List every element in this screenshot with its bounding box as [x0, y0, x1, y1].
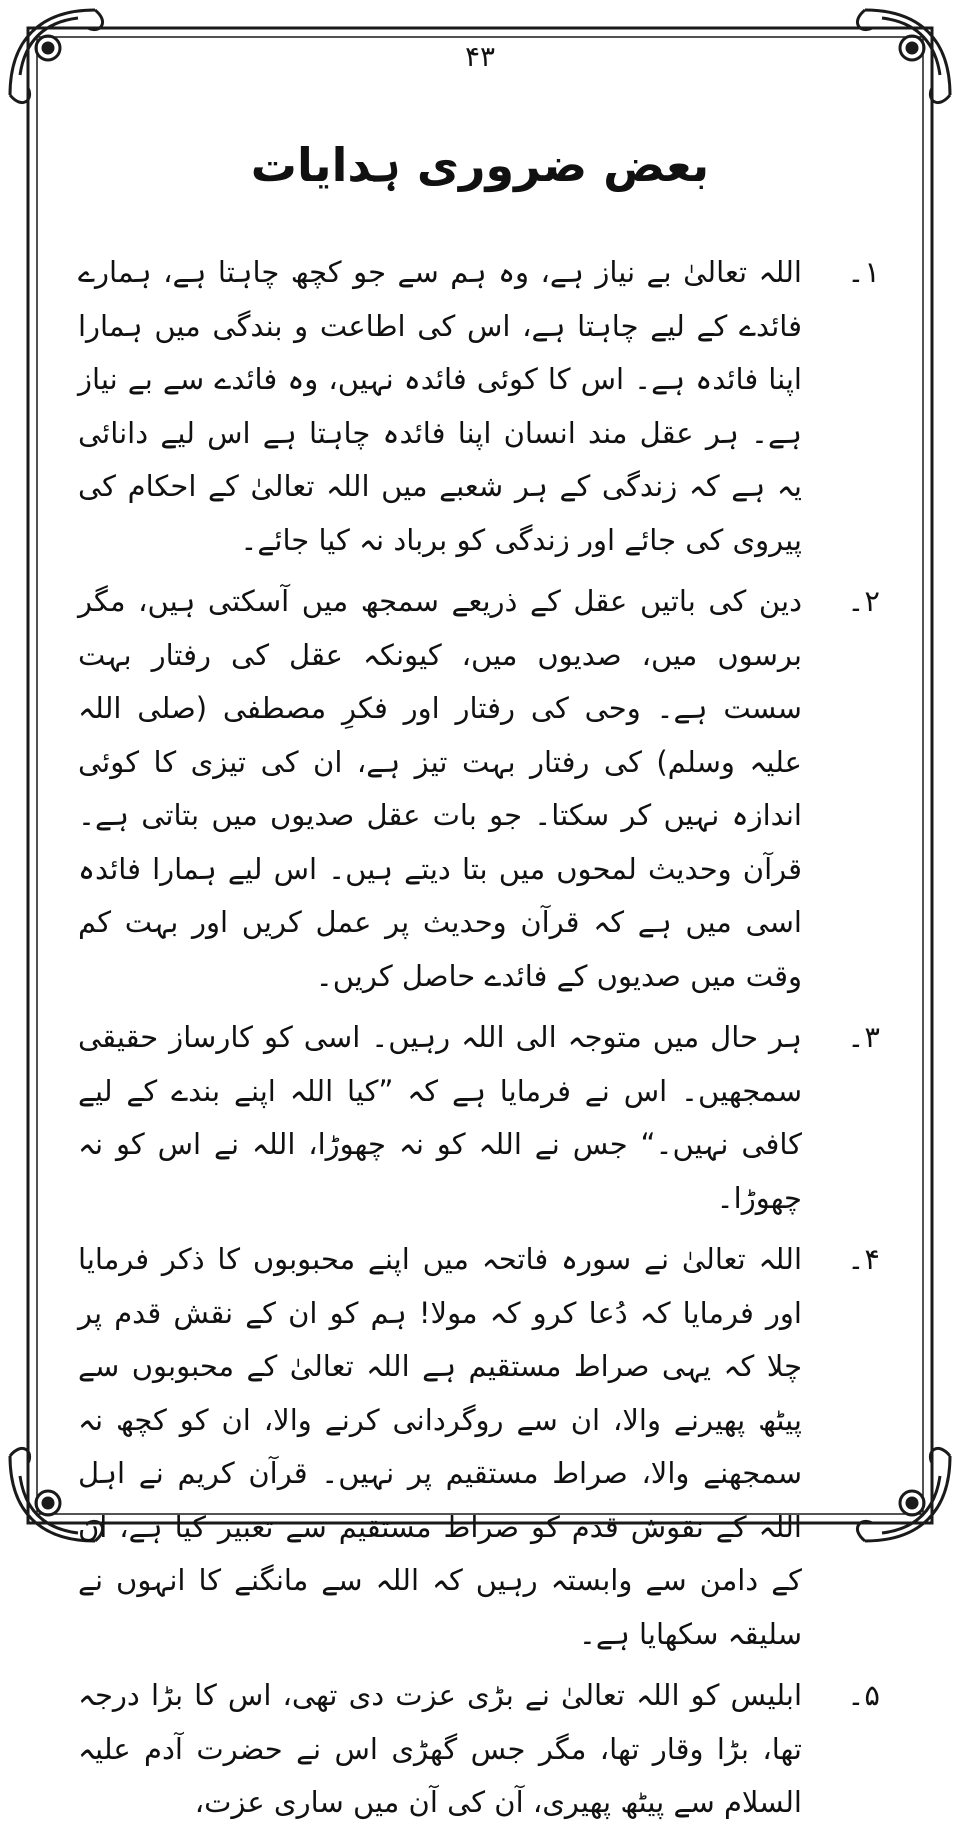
instruction-number: ۴۔ — [847, 1242, 880, 1276]
instruction-item — [78, 575, 880, 1003]
instruction-number: ۲۔ — [847, 584, 880, 618]
page-title: بعض ضروری ہدایات — [250, 138, 710, 192]
instruction-item — [78, 1669, 880, 1830]
instructions-list — [78, 246, 880, 1838]
instruction-text: اللہ تعالیٰ نے سورہ فاتحہ میں اپنے محبوبوں کا ذکر فرمایا اور فرمایا کہ دُعا کرو کہ مولا! ہم کو ان کے نقش قدم پر چلا کہ یہی صراط مستقیم ہے اللہ تعالیٰ کے محبوبوں سے پیٹھ پھیرنے والا، ان سے روگردانی کرنے والا، ان کو کچھ نہ سمجھنے والا، صراط مستقیم پر نہیں۔ قرآن کریم نے اہل اللہ کے نقوش قدم کو صراط مستقیم سے تعبیر کیا ہے، ان کے دامن سے وابستہ رہیں کہ اللہ سے مانگنے کا انہوں نے سلیقہ سکھایا ہے۔ — [78, 1242, 802, 1651]
page-number: ۴۳ — [464, 40, 496, 73]
instruction-item — [78, 1011, 880, 1225]
instruction-item — [78, 246, 880, 567]
instruction-text: اللہ تعالیٰ بے نیاز ہے، وہ ہم سے جو کچھ چاہتا ہے، ہمارے فائدے کے لیے چاہتا ہے، اس کی اطاعت و بندگی میں ہمارا اپنا فائدہ ہے۔ اس کا کوئی فائدہ نہیں، وہ فائدے سے بے نیاز ہے۔ ہر عقل مند انسان اپنا فائدہ چاہتا ہے اس لیے دانائی یہ ہے کہ زندگی کے ہر شعبے میں اللہ تعالیٰ کے احکام کی پیروی کی جائے اور زندگی کو برباد نہ کیا جائے۔ — [78, 255, 802, 557]
instruction-number: ۱۔ — [847, 255, 880, 289]
instruction-text: ہر حال میں متوجہ الی اللہ رہیں۔ اسی کو کارساز حقیقی سمجھیں۔ اس نے فرمایا ہے کہ ”کیا اللہ اپنے بندے کے لیے کافی نہیں۔“ جس نے اللہ کو نہ چھوڑا، اللہ نے اس کو نہ چھوڑا۔ — [78, 1020, 802, 1215]
instruction-text: دین کی باتیں عقل کے ذریعے سمجھ میں آسکتی ہیں، مگر برسوں میں، صدیوں میں، کیونکہ عقل کی رفتار بہت سست ہے۔ وحی کی رفتار اور فکرِ مصطفی (صلی اللہ علیہ وسلم) کی رفتار بہت تیز ہے، ان کی تیزی کا کوئی اندازہ نہیں کر سکتا۔ جو بات عقل صدیوں میں بتاتی ہے۔ قرآن وحدیث لمحوں میں بتا دیتے ہیں۔ اس لیے ہمارا فائدہ اسی میں ہے کہ قرآن وحدیث پر عمل کریں اور بہت کم وقت میں صدیوں کے فائدے حاصل کریں۔ — [78, 584, 802, 993]
instruction-item — [78, 1233, 880, 1661]
instruction-text: ابلیس کو اللہ تعالیٰ نے بڑی عزت دی تھی، اس کا بڑا درجہ تھا، بڑا وقار تھا، مگر جس گھڑی اس نے حضرت آدم علیہ السلام سے پیٹھ پھیری، آن کی آن میں ساری عزت، — [78, 1678, 802, 1819]
instruction-number: ۳۔ — [847, 1020, 880, 1054]
instruction-number: ۵۔ — [847, 1678, 880, 1712]
